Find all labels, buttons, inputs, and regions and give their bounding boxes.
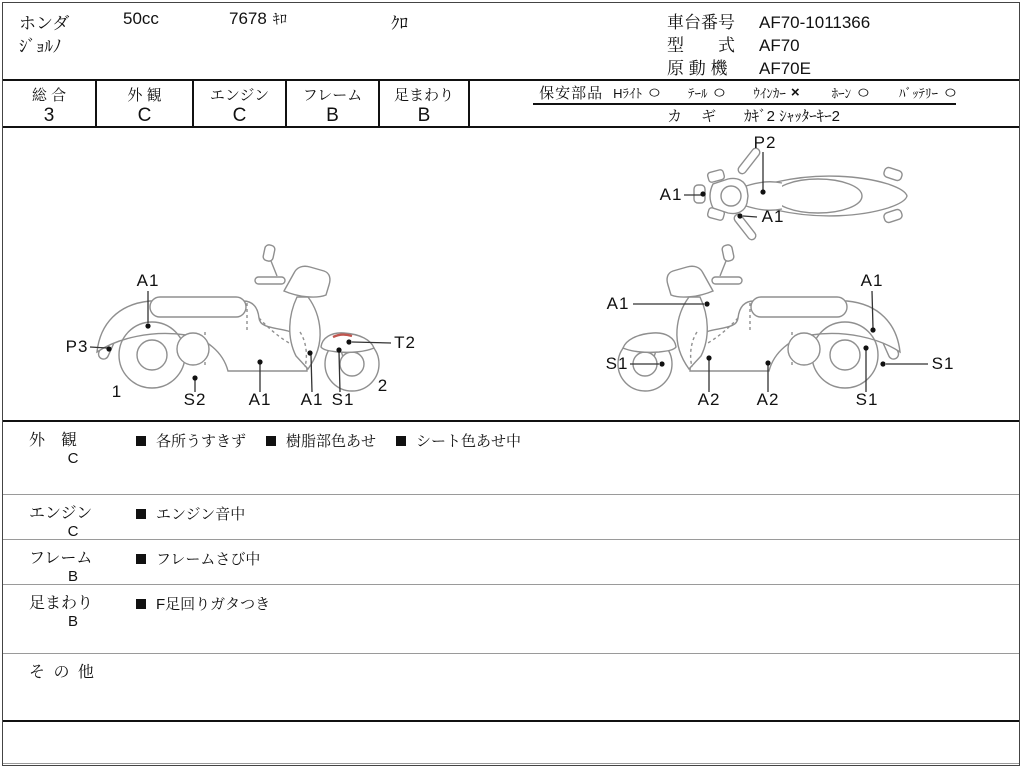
- note-item-text: フレームさび中: [156, 551, 261, 568]
- safety-item-winker-label: ｳｲﾝｶｰ: [753, 85, 786, 101]
- bullet-square-icon: [266, 436, 276, 446]
- engine-code-line: [667, 54, 811, 79]
- chassis-number-label: 車台番号: [667, 13, 735, 32]
- damage-label: 2: [377, 376, 389, 395]
- key-value: ｶｷﾞ2 ｼｬｯﾀｰｷｰ2: [744, 108, 840, 125]
- damage-label: A2: [756, 390, 780, 409]
- safety-item-horn-label: ﾎｰﾝ: [831, 85, 852, 101]
- grade-label-exterior: 外 観: [127, 87, 162, 104]
- damage-label: S1: [855, 390, 879, 409]
- status-circle-icon: ○: [856, 82, 871, 102]
- model-code-line: [667, 31, 800, 56]
- note-label: フレーム: [29, 550, 93, 567]
- header-row: [3, 3, 1019, 81]
- scooter-left-side-view: [97, 244, 379, 391]
- grade-value-undercarriage: B: [417, 105, 431, 126]
- damage-label: T2: [394, 333, 416, 352]
- model-name: ｼﾞｮﾙﾉ: [19, 37, 62, 56]
- note-items: [136, 548, 260, 569]
- chassis-number-value: AF70-1011366: [759, 13, 871, 32]
- safety-item-horn: [832, 83, 869, 102]
- safety-item-headlight-label: Hﾗｲﾄ: [613, 85, 643, 101]
- grade-cell-exterior: [97, 81, 194, 126]
- damage-label: A1: [300, 390, 324, 409]
- engine-code-value: AF70E: [759, 59, 811, 78]
- grade-cell-frame: [287, 81, 380, 126]
- damage-label: S1: [605, 354, 629, 373]
- note-grade: B: [67, 613, 78, 630]
- damage-label: A1: [659, 185, 683, 204]
- note-row-undercarriage: [3, 585, 1019, 654]
- grade-cell-overall: [3, 81, 97, 126]
- status-x-icon: ×: [790, 83, 800, 101]
- note-item-text: 各所うすきず: [156, 433, 247, 450]
- bullet-square-icon: [136, 436, 146, 446]
- scooter-top-view: [694, 147, 907, 242]
- note-row-exterior: [3, 422, 1019, 495]
- note-row-engine: [3, 495, 1019, 540]
- note-item-text: 樹脂部色あせ: [286, 433, 377, 450]
- safety-item-battery-label: ﾊﾞｯﾃﾘｰ: [898, 85, 938, 101]
- safety-item-headlight: [613, 83, 660, 102]
- damage-label: P3: [65, 337, 89, 356]
- safety-item-battery: [899, 83, 956, 102]
- bullet-square-icon: [136, 509, 146, 519]
- note-row-other: [3, 654, 1019, 722]
- damage-label: A2: [697, 390, 721, 409]
- note-item-text: F足回りガタつき: [156, 596, 271, 613]
- model-code-value: AF70: [759, 36, 800, 55]
- note-grade: C: [67, 450, 79, 467]
- key-row: [649, 105, 840, 126]
- safety-parts-row: [533, 81, 956, 105]
- safety-parts-title: 保安部品: [539, 84, 604, 102]
- grade-cell-engine: [194, 81, 287, 126]
- damage-label: A1: [248, 390, 272, 409]
- bullet-square-icon: [396, 436, 406, 446]
- mileage-unit: ｷﾛ: [272, 11, 287, 27]
- damage-label: A1: [136, 271, 160, 290]
- scooter-right-side-view: [618, 244, 900, 391]
- note-item: [136, 503, 245, 524]
- damage-label: A1: [860, 271, 884, 290]
- note-item: [266, 430, 376, 451]
- note-item: [136, 430, 246, 451]
- displacement: 50cc: [123, 9, 159, 28]
- body-color: ｸﾛ: [391, 14, 408, 33]
- grade-label-engine: エンジン: [209, 87, 270, 104]
- maker-name: ホンダ: [19, 14, 70, 33]
- status-circle-icon: ○: [647, 82, 662, 102]
- damage-label: P2: [753, 133, 777, 152]
- damage-label: S1: [331, 390, 355, 409]
- note-grade: B: [67, 568, 78, 585]
- note-label: エンジン: [29, 505, 93, 522]
- grade-value-frame: B: [326, 105, 339, 126]
- note-label: そ の 他: [29, 664, 96, 681]
- note-item-text: エンジン音中: [156, 506, 246, 523]
- note-items: [136, 503, 245, 524]
- footer-empty-row: [3, 722, 1019, 764]
- status-circle-icon: ○: [713, 82, 727, 102]
- grade-row: [3, 81, 1019, 128]
- note-grade: C: [67, 523, 79, 540]
- note-item: [136, 593, 270, 614]
- note-label: 足まわり: [29, 595, 94, 612]
- sheet-border: [2, 2, 1020, 766]
- grade-value-engine: C: [232, 105, 247, 126]
- safety-item-taillight: [688, 83, 725, 102]
- grade-label-undercarriage: 足まわり: [393, 87, 454, 104]
- damage-diagram-area: [3, 128, 1019, 422]
- note-item-text: シート色あせ中: [416, 433, 522, 450]
- safety-parts-cell: [470, 81, 1019, 126]
- model-code-label: 型 式: [667, 36, 735, 55]
- grade-cell-undercarriage: [380, 81, 470, 126]
- damage-label: A1: [606, 294, 630, 313]
- safety-item-winker: [753, 83, 799, 102]
- damage-label: 1: [111, 382, 123, 401]
- damage-label: S1: [931, 354, 955, 373]
- chassis-number-line: [667, 8, 870, 33]
- grade-value-overall: 3: [43, 105, 55, 126]
- note-items: [136, 593, 270, 614]
- status-circle-icon: ○: [943, 82, 958, 102]
- note-label: 外 観: [29, 432, 78, 449]
- grade-label-overall: 総 合: [31, 87, 67, 104]
- bullet-square-icon: [136, 554, 146, 564]
- mileage: [229, 9, 287, 29]
- damage-label: A1: [761, 207, 785, 226]
- note-items: [136, 430, 521, 451]
- mileage-value: 7678: [229, 9, 267, 28]
- note-row-frame: [3, 540, 1019, 585]
- key-label: カ ギ: [667, 108, 719, 125]
- damage-label: S2: [183, 390, 207, 409]
- safety-item-taillight-label: ﾃｰﾙ: [687, 85, 708, 101]
- engine-code-label: 原 動 機: [667, 59, 728, 78]
- note-item: [396, 430, 521, 451]
- grade-label-frame: フレーム: [302, 87, 363, 104]
- bullet-square-icon: [136, 599, 146, 609]
- grade-value-exterior: C: [137, 105, 152, 126]
- note-item: [136, 548, 260, 569]
